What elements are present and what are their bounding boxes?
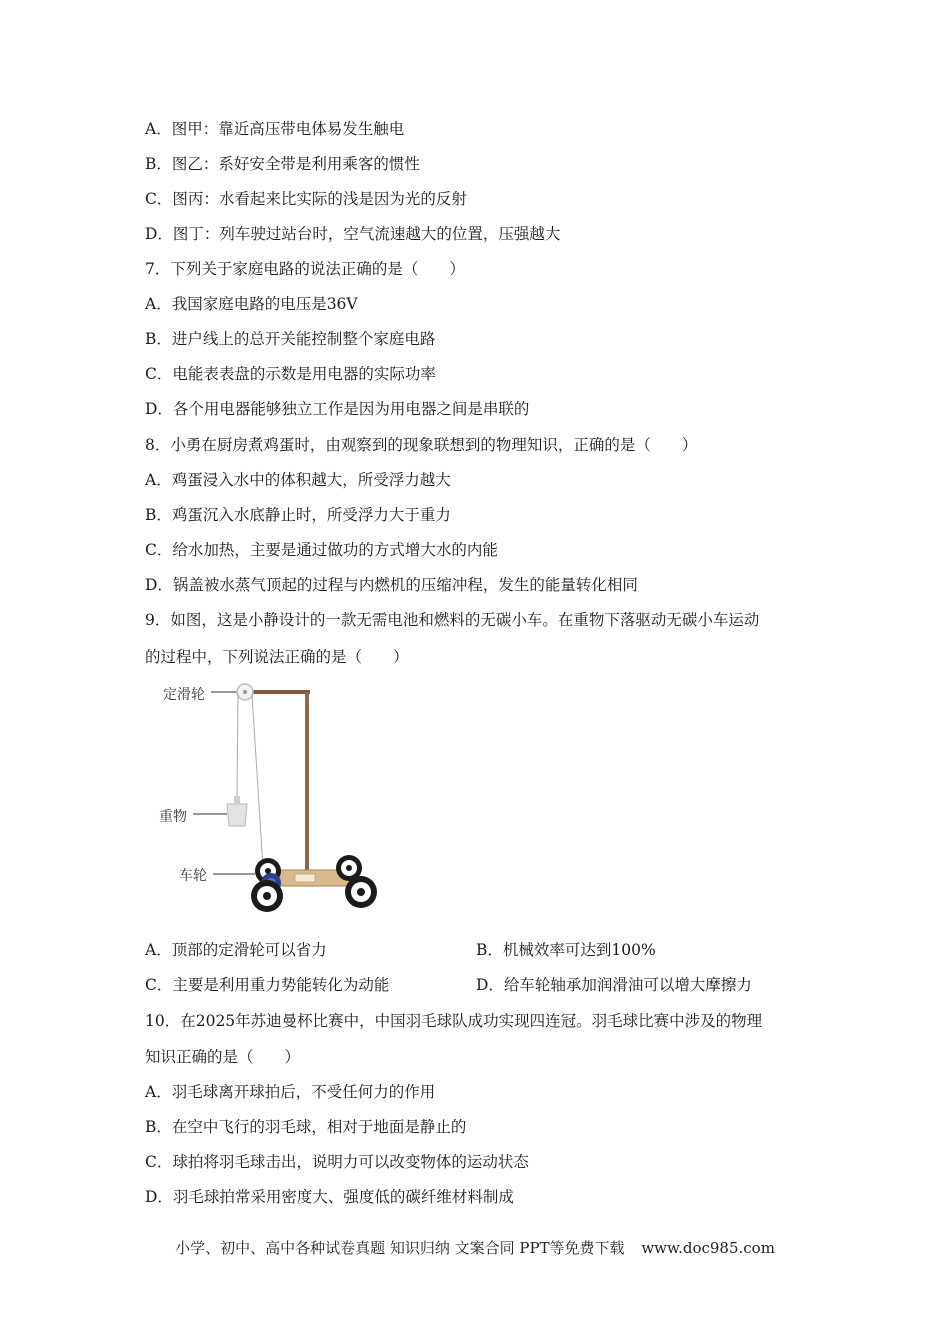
q6-option-a: A．图甲：靠近高压带电体易发生触电 [145,120,405,138]
q7-option-a: A．我国家庭电路的电压是36V [145,295,358,313]
q7-stem: 7．下列关于家庭电路的说法正确的是（ ） [145,260,465,278]
q9-stem-line1: 9．如图，这是小静设计的一款无需电池和燃料的无碳小车。在重物下落驱动无碳小车运动 [145,611,760,629]
q10-option-d: D．羽毛球拍常采用密度大、强度低的碳纤维材料制成 [145,1188,514,1206]
q7-option-c: C．电能表表盘的示数是用电器的实际功率 [145,365,436,383]
label-wheel: 车轮 [179,868,207,884]
label-weight: 重物 [159,809,187,825]
q6-option-d: D．图丁：列车驶过站台时，空气流速越大的位置，压强越大 [145,225,561,243]
q9-option-b: B．机械效率可达到100% [476,941,656,959]
q10-option-a: A．羽毛球离开球拍后，不受任何力的作用 [145,1083,436,1101]
q10-option-c: C．球拍将羽毛球击出，说明力可以改变物体的运动状态 [145,1153,529,1171]
q9-option-c: C．主要是利用重力势能转化为动能 [145,976,390,994]
q8-option-b: B．鸡蛋沉入水底静止时，所受浮力大于重力 [145,506,451,524]
q8-option-a: A．鸡蛋浸入水中的体积越大，所受浮力越大 [145,471,451,489]
footer-text: 小学、初中、高中各种试卷真题 知识归纳 文案合同 PPT等免费下载 [175,1239,625,1257]
q9-stem-line2: 的过程中，下列说法正确的是（ ） [145,648,409,666]
q10-stem-line2: 知识正确的是（ ） [145,1048,301,1066]
q10-option-b: B．在空中飞行的羽毛球，相对于地面是静止的 [145,1118,467,1136]
q6-option-c: C．图丙：水看起来比实际的浅是因为光的反射 [145,190,467,208]
q7-option-b: B．进户线上的总开关能控制整个家庭电路 [145,330,436,348]
q6-option-b: B．图乙：系好安全带是利用乘客的惯性 [145,155,420,173]
footer-url[interactable]: www.doc985.com [641,1239,775,1257]
label-fixed-pulley: 定滑轮 [163,687,205,703]
q10-stem-line1: 10．在2025年苏迪曼杯比赛中，中国羽毛球队成功实现四连冠。羽毛球比赛中涉及的物理 [145,1012,763,1030]
q9-option-a: A．顶部的定滑轮可以省力 [145,941,327,959]
wheel-rear-right [251,880,283,912]
page-footer [0,1237,950,1258]
q8-option-d: D．锅盖被水蒸气顶起的过程与内燃机的压缩冲程，发生的能量转化相同 [145,576,638,594]
q8-stem: 8．小勇在厨房煮鸡蛋时，由观察到的现象联想到的物理知识，正确的是（ ） [145,436,698,454]
car-drawing [155,678,395,918]
wheel-front-right [345,876,377,908]
q9-option-d: D．给车轮轴承加润滑油可以增大摩擦力 [476,976,752,994]
carbon-free-car-figure [155,678,395,918]
q8-option-c: C．给水加热，主要是通过做功的方式增大水的内能 [145,541,498,559]
q7-option-d: D．各个用电器能够独立工作是因为用电器之间是串联的 [145,400,530,418]
